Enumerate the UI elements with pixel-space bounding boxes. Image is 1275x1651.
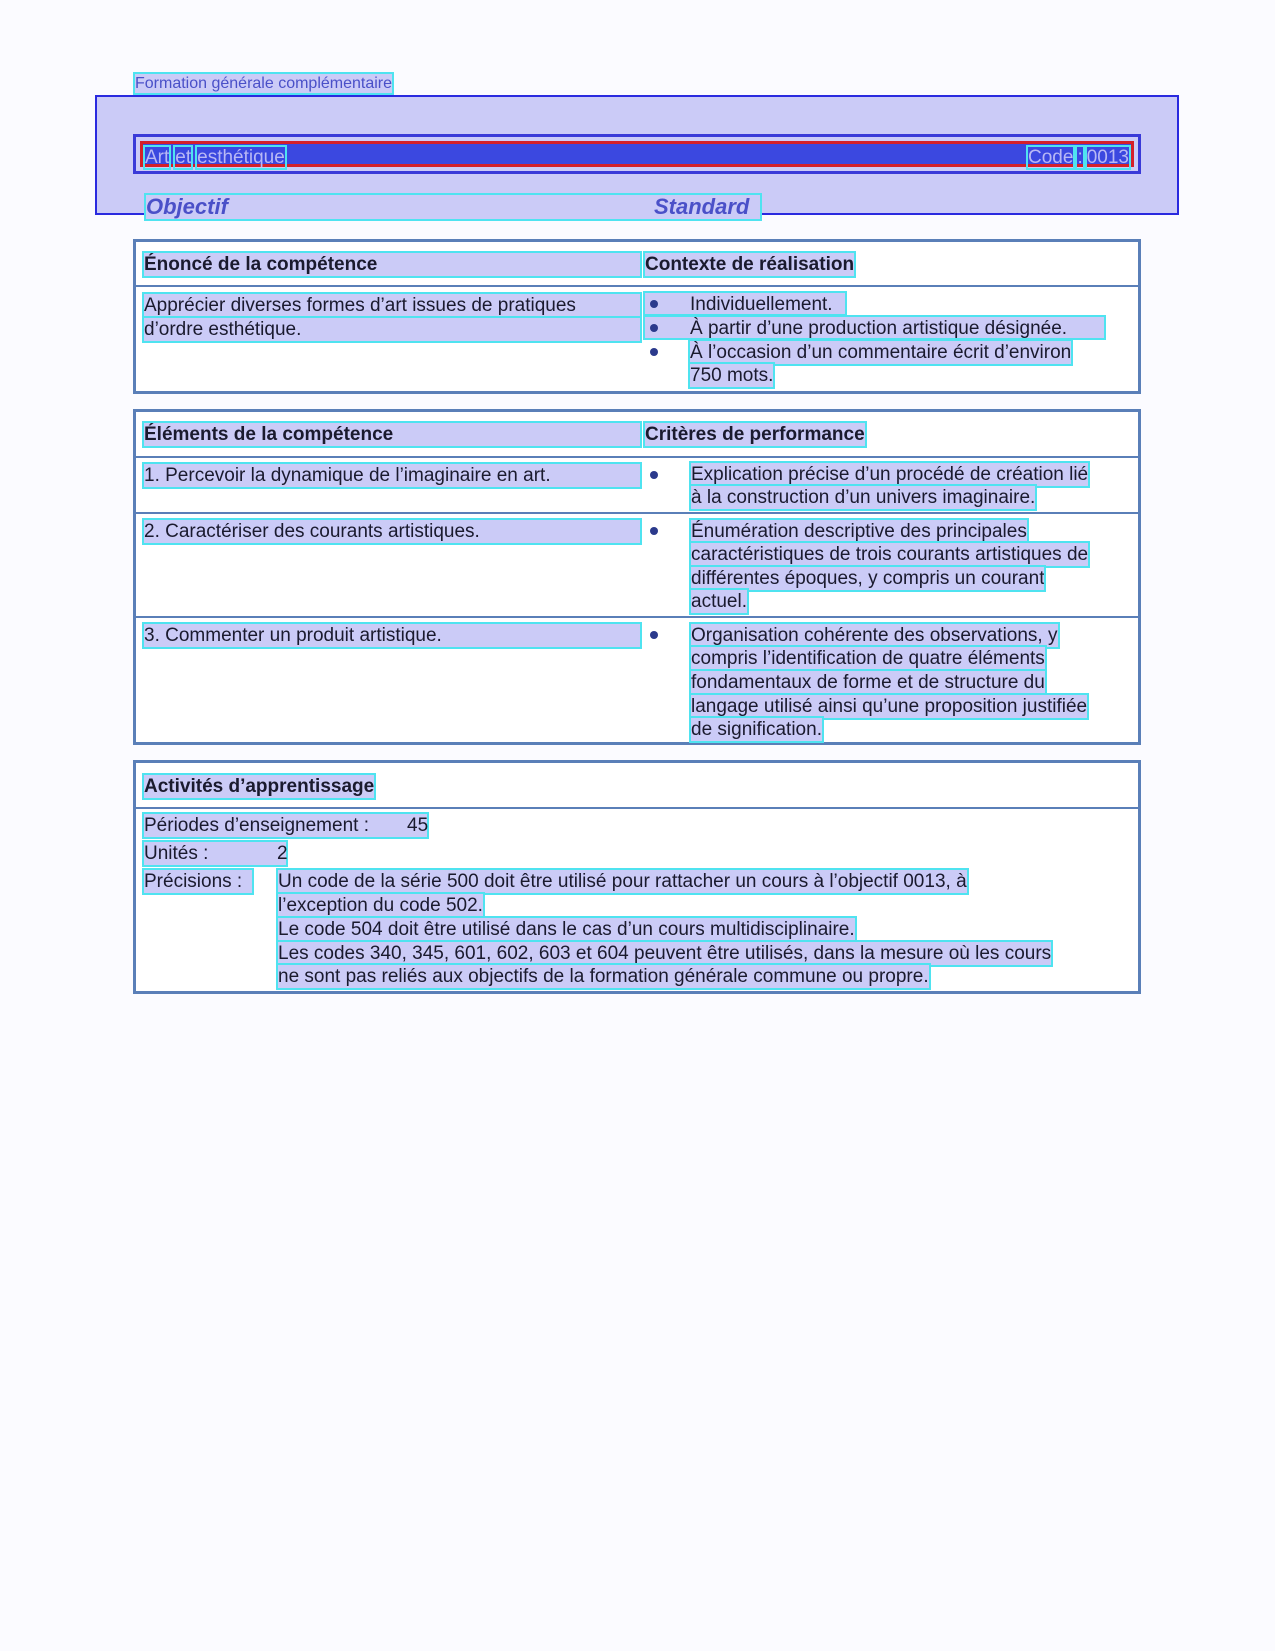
- precision-line: Le code 504 doit être utilisé dans le cas d’un cours multidisciplinaire.: [278, 919, 855, 940]
- periods-row: [144, 814, 427, 837]
- criteria-heading: Critères de performance: [645, 424, 865, 445]
- statement-line: d’ordre esthétique.: [144, 318, 640, 341]
- criteria-line: Explication précise d’un procédé de création lié: [691, 464, 1089, 485]
- element-item: 1. Percevoir la dynamique de l’imaginaire en art.: [144, 464, 640, 487]
- bullet-icon: [650, 527, 658, 535]
- code-separator: :: [1077, 147, 1083, 168]
- title-word: et: [175, 147, 192, 168]
- code-label: Code: [1028, 147, 1074, 168]
- periods-label: Périodes d’enseignement :: [144, 815, 369, 836]
- row-divider: [136, 512, 1138, 514]
- precision-line: Les codes 340, 345, 601, 602, 603 et 604 peuvent être utilisés, dans la mesure où les cours: [278, 943, 1052, 964]
- title-bar-inner: [140, 141, 1134, 167]
- header-divider: [136, 285, 1138, 287]
- code-value: 0013: [1086, 147, 1129, 168]
- units-value: 2: [277, 843, 288, 864]
- elements-heading: Éléments de la compétence: [144, 423, 640, 446]
- competence-box: [133, 239, 1141, 394]
- units-label: Unités :: [144, 843, 209, 864]
- bullet-icon: [650, 471, 658, 479]
- bullet-icon: [650, 324, 658, 332]
- objective-standard-heading: [146, 195, 760, 219]
- periods-value: 45: [407, 815, 429, 836]
- bullet-icon: [650, 348, 658, 356]
- criteria-line: Organisation cohérente des observations, y: [691, 625, 1058, 646]
- criteria-line: fondamentaux de forme et de structure du: [691, 672, 1045, 693]
- precision-line: ne sont pas reliés aux objectifs de la formation générale commune ou propre.: [278, 966, 929, 987]
- header-divider: [136, 807, 1138, 809]
- header-divider: [136, 456, 1138, 458]
- precision-line: Un code de la série 500 doit être utilisé pour rattacher un cours à l’objectif 0013, à: [278, 871, 967, 892]
- context-item: À l’occasion d’un commentaire écrit d’environ: [690, 342, 1072, 363]
- units-row: [144, 842, 286, 865]
- program-header: Formation générale complémentaire: [135, 75, 393, 92]
- course-title: [145, 147, 285, 169]
- title-word: esthétique: [197, 147, 285, 168]
- precision-line: l’exception du code 502.: [278, 895, 483, 916]
- bullet-icon: [650, 300, 658, 308]
- elements-box: [133, 409, 1141, 745]
- context-item: Individuellement.: [690, 294, 833, 315]
- title-bar: [133, 134, 1141, 174]
- context-item: À partir d’une production artistique désignée.: [690, 318, 1068, 339]
- context-heading: Contexte de réalisation: [645, 254, 855, 275]
- title-word: Art: [145, 147, 170, 168]
- context-item: 750 mots.: [690, 365, 774, 386]
- objective-label: Objectif: [146, 194, 228, 219]
- statement-heading: Énoncé de la compétence: [144, 253, 640, 276]
- row-divider: [136, 616, 1138, 618]
- criteria-line: différentes époques, y compris un courant: [691, 568, 1045, 589]
- element-item: 3. Commenter un produit artistique.: [144, 624, 640, 647]
- criteria-line: caractéristiques de trois courants artistiques de: [691, 544, 1089, 565]
- criteria-line: compris l’identification de quatre éléments: [691, 648, 1045, 669]
- statement-line: Apprécier diverses formes d’art issues de pratiques: [144, 294, 640, 317]
- standard-label: Standard: [654, 194, 750, 219]
- precisions-label: Précisions :: [144, 870, 252, 893]
- element-item: 2. Caractériser des courants artistiques.: [144, 520, 640, 543]
- course-code: [1028, 147, 1129, 169]
- criteria-line: à la construction d’un univers imaginaire.: [691, 487, 1036, 508]
- criteria-line: de signification.: [691, 719, 822, 740]
- criteria-line: Énumération descriptive des principales: [691, 521, 1027, 542]
- activities-box: [133, 760, 1141, 994]
- bullet-icon: [650, 631, 658, 639]
- criteria-line: langage utilisé ainsi qu’une proposition justifiée: [691, 696, 1088, 717]
- activities-heading: Activités d’apprentissage: [144, 776, 375, 797]
- criteria-line: actuel.: [691, 591, 747, 612]
